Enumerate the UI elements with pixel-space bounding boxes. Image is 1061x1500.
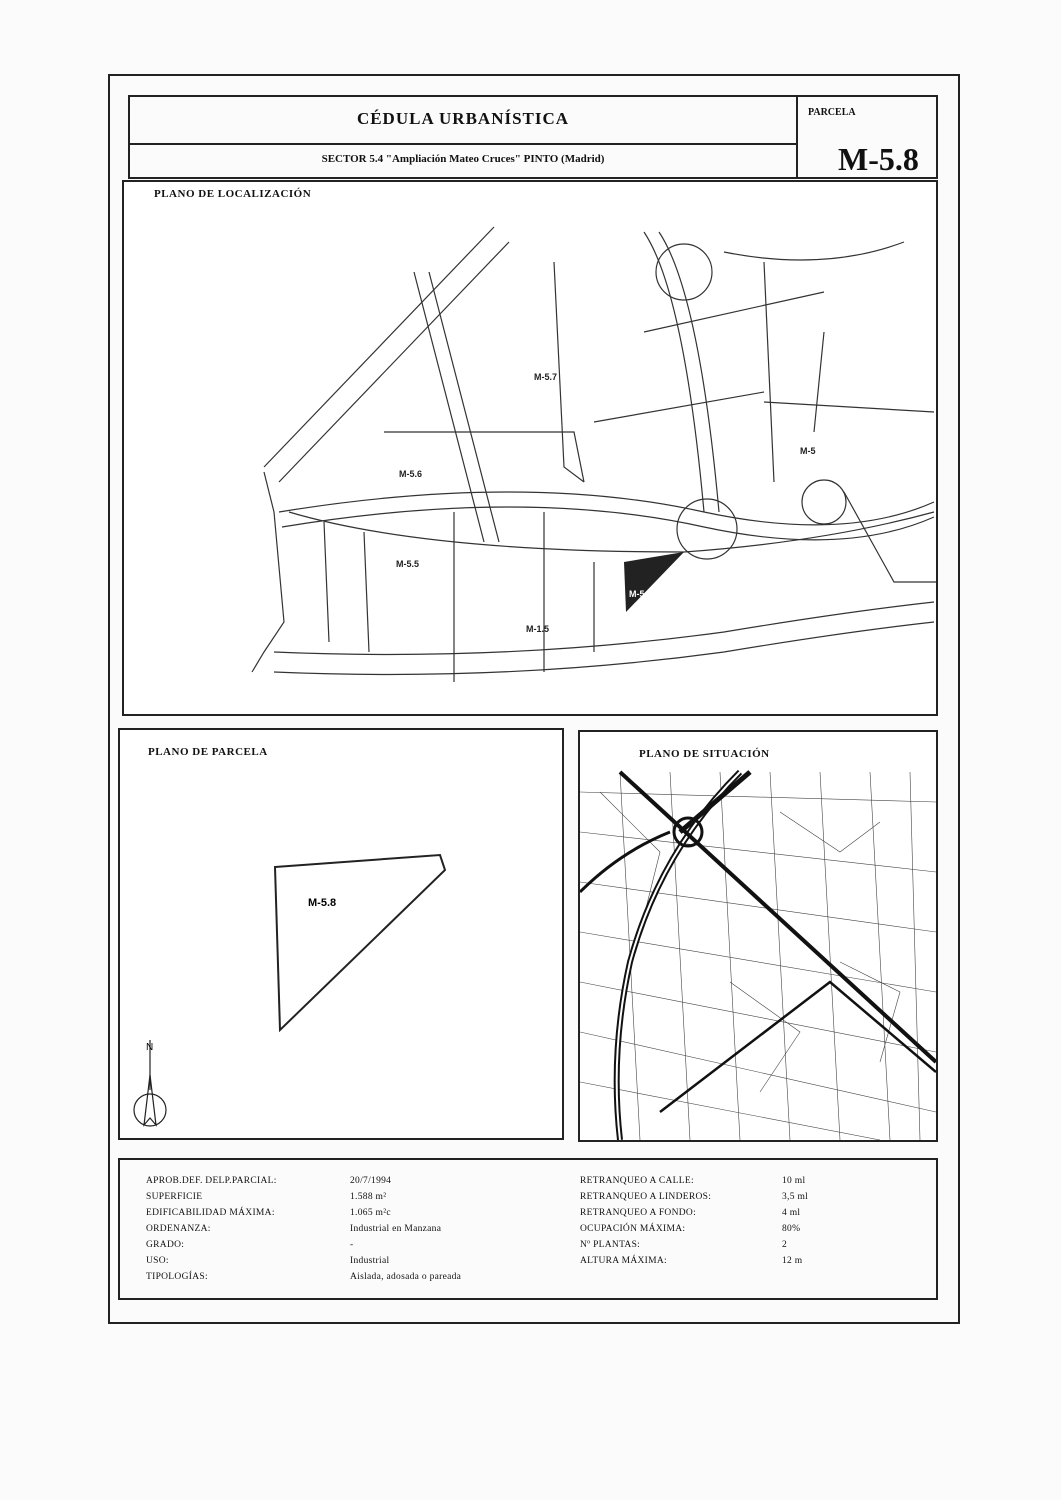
- situation-map: [580, 732, 936, 1140]
- param-value: Industrial en Manzana: [350, 1224, 442, 1234]
- param-label: TIPOLOGÍAS:: [146, 1272, 208, 1282]
- parcel-highlight: [624, 552, 684, 612]
- param-label: EDIFICABILIDAD MÁXIMA:: [146, 1208, 275, 1218]
- param-label: RETRANQUEO A CALLE:: [580, 1176, 694, 1186]
- param-value: 10 ml: [782, 1176, 806, 1186]
- param-value: 1.065 m²c: [350, 1208, 391, 1218]
- param-label: Nº PLANTAS:: [580, 1240, 641, 1250]
- header-divider: [130, 143, 796, 145]
- parcel-plan: [118, 728, 564, 1140]
- param-value: 3,5 ml: [782, 1192, 809, 1202]
- loc-label-3: M-5.5: [396, 559, 420, 569]
- situation-plan: [578, 730, 938, 1142]
- situation-plan-title: PLANO DE SITUACIÓN: [636, 748, 773, 760]
- parcel-outline: [275, 855, 445, 1030]
- parcel-id: M-5.8: [838, 141, 919, 177]
- param-label: RETRANQUEO A LINDEROS:: [580, 1192, 712, 1202]
- param-value: -: [350, 1240, 354, 1250]
- loc-label-5: M-1.5: [526, 624, 550, 634]
- location-plan: [122, 180, 938, 716]
- location-plan-map: [124, 182, 936, 714]
- loc-label-4: M-5: [800, 446, 816, 456]
- param-label: APROB.DEF. DELP.PARCIAL:: [146, 1176, 277, 1186]
- parcel-plan-label: M-5.8: [308, 897, 337, 909]
- compass-icon: [134, 1094, 166, 1126]
- parcel-plan-drawing: [120, 730, 562, 1138]
- parameters-box: [118, 1158, 938, 1300]
- loc-label-1: M-5.7: [534, 372, 558, 382]
- param-value: 1.588 m²: [350, 1192, 387, 1202]
- param-value: 2: [782, 1240, 788, 1250]
- param-value: 80%: [782, 1224, 801, 1234]
- param-label: USO:: [146, 1256, 169, 1266]
- parcel-label: PARCELA: [808, 107, 856, 118]
- document-subtitle: SECTOR 5.4 "Ampliación Mateo Cruces" PINTO (Madrid): [321, 153, 605, 165]
- location-plan-title: PLANO DE LOCALIZACIÓN: [154, 188, 312, 200]
- param-label: SUPERFICIE: [146, 1192, 203, 1202]
- parcel-plan-title: PLANO DE PARCELA: [148, 746, 268, 758]
- param-label: ORDENANZA:: [146, 1224, 211, 1234]
- loc-label-6: M-5.8: [629, 589, 653, 599]
- loc-label-2: M-5.6: [399, 469, 423, 479]
- parcel-id-box: [798, 95, 938, 179]
- header-box: [128, 95, 798, 179]
- param-value: 12 m: [782, 1256, 803, 1266]
- param-value: 4 ml: [782, 1208, 801, 1218]
- param-label: ALTURA MÁXIMA:: [580, 1256, 667, 1266]
- document-title: CÉDULA URBANÍSTICA: [356, 109, 570, 128]
- param-label: GRADO:: [146, 1240, 185, 1250]
- param-value: Industrial: [350, 1256, 390, 1266]
- param-label: RETRANQUEO A FONDO:: [580, 1208, 697, 1218]
- param-value: Aislada, adosada o pareada: [350, 1272, 462, 1282]
- param-value: 20/7/1994: [350, 1176, 392, 1186]
- param-label: OCUPACIÓN MÁXIMA:: [580, 1224, 686, 1234]
- north-label: N: [146, 1042, 154, 1053]
